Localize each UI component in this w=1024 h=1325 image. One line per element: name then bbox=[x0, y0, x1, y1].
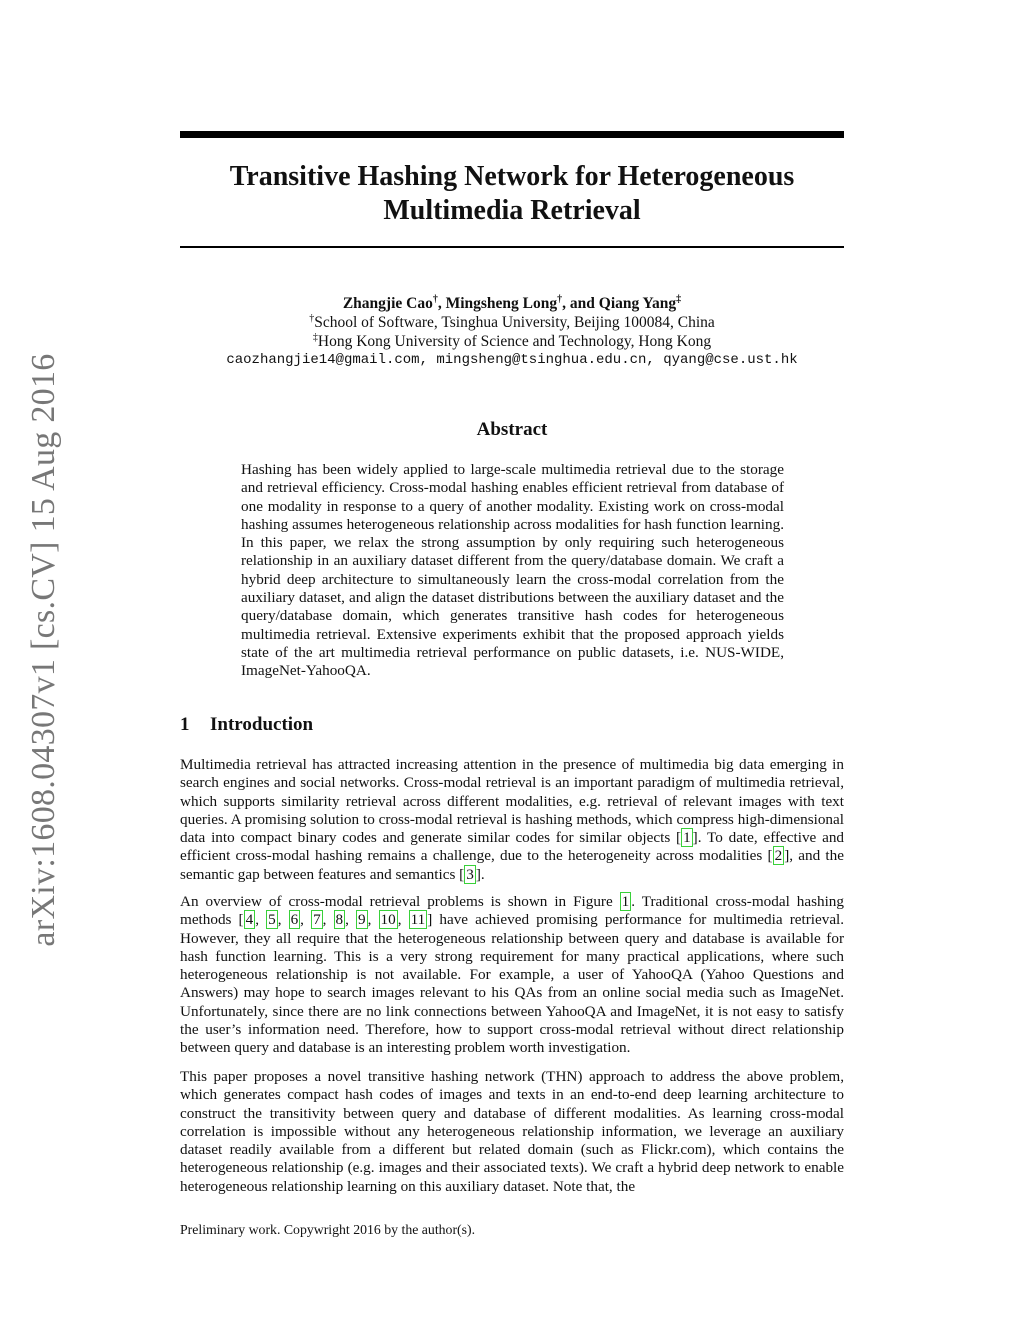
paragraph-text: Multimedia retrieval has attracted increasing attention in the presence of multimedia big data emerging in search engines and social networks. Cross-modal retrieval is an important paradigm of multimedia retrieval, which supports similarity retrieval across different modalities, e.g. retrieval of relevant images with text queries. A promising solution to cross-modal retrieval is hashing methods, which compress high-dimensional data into compact binary codes and generate similar codes for similar objects [ bbox=[180, 756, 844, 847]
citation-link[interactable]: 8 bbox=[335, 911, 344, 929]
section-heading-introduction bbox=[180, 714, 313, 736]
affiliation-mark: † bbox=[557, 294, 563, 305]
affiliation-2 bbox=[180, 332, 844, 351]
paragraph-text: ], and the semantic gap between features and semantics [ bbox=[180, 847, 844, 883]
author-name: Qiang Yang bbox=[598, 295, 677, 312]
citation-link[interactable]: 3 bbox=[466, 865, 474, 883]
citation-link[interactable]: 2 bbox=[774, 847, 783, 865]
citation-link[interactable]: 6 bbox=[290, 911, 299, 929]
affiliation-mark: ‡ bbox=[312, 332, 318, 343]
intro-paragraph-1 bbox=[180, 756, 844, 884]
affiliation-text: School of Software, Tsinghua University, Beijing 100084, China bbox=[314, 314, 715, 331]
section-number: 1 bbox=[180, 714, 190, 735]
paragraph-text: . Traditional cross-modal hashing methods [ bbox=[180, 893, 844, 929]
title-rule-bottom bbox=[180, 246, 844, 248]
author-names bbox=[180, 294, 844, 313]
affiliation-mark: † bbox=[309, 313, 315, 324]
affiliation-mark: ‡ bbox=[676, 294, 682, 305]
author-separator: , bbox=[437, 295, 446, 312]
abstract-text: Hashing has been widely applied to large-scale multimedia retrieval due to the storage and retrieval efficiency. Cross-modal hashing enables efficient retrieval from database of one modality in response to a query of another modality. Existing work on cross-modal hashing assumes heterogeneous relationship across modalities for hash function learning. In this paper, we relax the strong assumption by only requiring such heterogeneous relationship in an auxiliary dataset different from the query/database domain. We craft a hybrid deep architecture to simultaneously learn the cross-modal correlation from the auxiliary dataset, and align the dataset distributions between the auxiliary dataset and the query/database domain, which generates transitive hash codes for heterogeneous multimedia retrieval. Extensive experiments exhibit that the proposed approach yields state of the art multimedia retrieval performance on public datasets, i.e. NUS-WIDE, ImageNet-YahooQA. bbox=[241, 461, 784, 680]
title-rule-top bbox=[180, 131, 844, 138]
affiliation-1 bbox=[180, 313, 844, 332]
citation-link[interactable]: 5 bbox=[268, 911, 276, 929]
intro-paragraph-2: An overview of cross-modal retrieval problems is shown in Figure 1 . Traditional cross-modal hashing methods [ 4 , 5 , 6 , 7 , 8 , 9 , 10 , 11 ] have achieved promising performance for multimedia retrieval. However, they all require that the heterogeneous relationship between query and database is available for hash function learning. This is a very strong requirement for many practical applications, where such heterogeneous relationship is not available. For example, a user of YahooQA (Yahoo Questions and Answers) may hope to search images relevant to his QAs from an online social media such as ImageNet. Unfortunately, since there are no link connections between YahooQA and ImageNet, it is not easy to satisfy the user’s information need. Therefore, how to support cross-modal retrieval without direct relationship between query and database is an interesting problem worth investigation. bbox=[180, 893, 845, 1057]
paragraph-text: ]. bbox=[475, 865, 485, 883]
author-block bbox=[180, 294, 844, 370]
citation-link[interactable]: 11 bbox=[410, 911, 426, 929]
paragraph-text: An overview of cross-modal retrieval problems is shown in Figure bbox=[180, 893, 620, 910]
author-name: Zhangjie Cao bbox=[342, 295, 433, 312]
abstract-heading: Abstract bbox=[476, 419, 548, 440]
paragraph-text: ]. To date, effective and efficient cross-modal hashing remains a challenge, due to the heterogeneity across modalities [ bbox=[180, 829, 845, 865]
title-line-2: Multimedia Retrieval bbox=[383, 195, 641, 226]
author-separator: , and bbox=[562, 295, 599, 312]
arxiv-id: arXiv:1608.04307v1 [cs.CV] 15 Aug 2016 bbox=[25, 353, 62, 947]
title-line-1: Transitive Hashing Network for Heterogeneous bbox=[229, 161, 795, 192]
citation-link[interactable]: 9 bbox=[358, 911, 366, 929]
intro-paragraph-3: This paper proposes a novel transitive hashing network (THN) approach to address the above problem, which generates compact hash codes of images and texts in an end-to-end deep learning architecture to construct the transitivity between query and database of different modalities. As learning cross-modal correlation is impossible without any heterogeneous relationship information, we leverage an auxiliary dataset readily available from a different but related domain (such as Flickr.com), which contains the heterogeneous relationship (e.g. images and their associated texts). We craft a hybrid deep network to enable heterogeneous relationship learning on this auxiliary dataset. Note that, the bbox=[180, 1068, 844, 1195]
paragraph-text: ] have achieved promising performance for multimedia retrieval. However, they all require that the heterogeneous relationship between query and database is available for hash function learning. This is a very strong requirement for many practical applications, where such heterogeneous relationship is not available. For example, a user of YahooQA (Yahoo Questions and Answers) may hope to search images relevant to his QAs from an online social media such as ImageNet. Unfortunately, since there are no link connections between YahooQA and ImageNet, it is not easy to satisfy the user’s information need. Therefore, how to support cross-modal retrieval without direct relationship between query and database is an interesting problem worth investigation. bbox=[180, 911, 845, 1057]
citation-link[interactable]: 7 bbox=[313, 911, 321, 929]
section-title: Introduction bbox=[210, 714, 314, 735]
author-emails: caozhangjie14@gmail.com, mingsheng@tsinghua.edu.cn, qyang@cse.ust.hk bbox=[226, 352, 798, 368]
citation-link[interactable]: 10 bbox=[380, 911, 396, 929]
affiliation-text: Hong Kong University of Science and Technology, Hong Kong bbox=[317, 333, 712, 350]
citation-link[interactable]: 1 bbox=[683, 829, 691, 847]
citation-link[interactable]: 4 bbox=[245, 911, 254, 929]
figure-link[interactable]: 1 bbox=[621, 893, 630, 910]
author-name: Mingsheng Long bbox=[445, 295, 558, 312]
footnote: Preliminary work. Copywright 2016 by the author(s). bbox=[180, 1222, 476, 1237]
paper-title bbox=[180, 160, 844, 228]
arxiv-stamp bbox=[0, 0, 80, 1325]
affiliation-mark: † bbox=[432, 294, 438, 305]
